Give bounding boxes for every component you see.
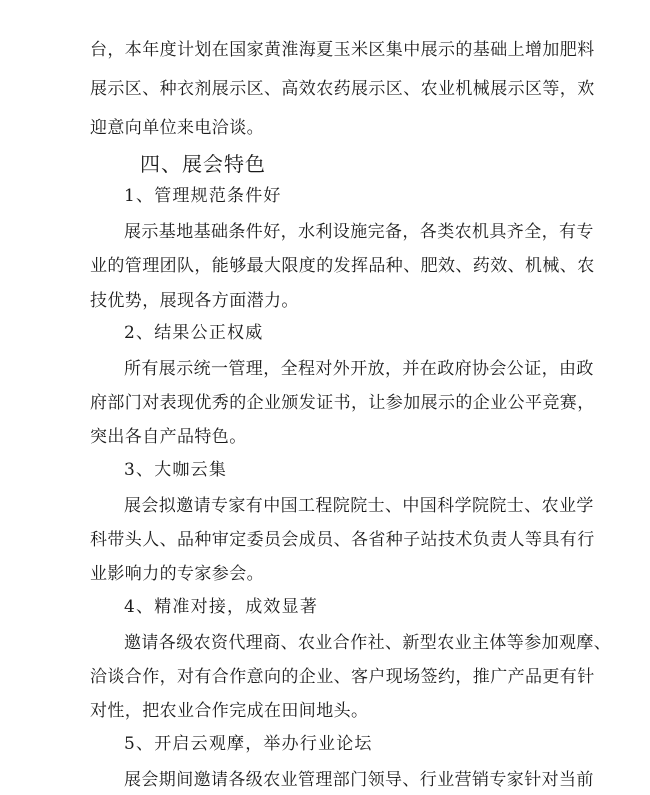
paragraph-line: 突出各自产品特色。 xyxy=(90,427,247,447)
paragraph-line: 展会期间邀请各级农业管理部门领导、行业营销专家针对当前 xyxy=(124,770,594,790)
paragraph-line: 展会拟邀请专家有中国工程院院士、中国科学院院士、农业学 xyxy=(124,496,594,516)
paragraph-line: 洽谈合作，对有合作意向的企业、客户现场签约，推广产品更有针 xyxy=(90,667,595,687)
paragraph-line: 展示区、种衣剂展示区、高效农药展示区、农业机械展示区等，欢 xyxy=(90,79,595,99)
subsection-heading: 2、结果公正权威 xyxy=(124,323,264,343)
paragraph-line: 邀请各级农资代理商、农业合作社、新型农业主体等参加观摩、 xyxy=(124,633,612,653)
paragraph-line: 展示基地基础条件好，水利设施完备，各类农机具齐全，有专 xyxy=(124,222,594,242)
subsection-heading: 4、精准对接，成效显著 xyxy=(124,597,319,617)
paragraph-line: 台，本年度计划在国家黄淮海夏玉米区集中展示的基础上增加肥料 xyxy=(90,40,595,60)
paragraph-line: 技优势，展现各方面潜力。 xyxy=(90,291,299,311)
subsection-heading: 5、开启云观摩，举办行业论坛 xyxy=(124,734,373,754)
subsection-heading: 3、大咖云集 xyxy=(124,460,228,480)
subsection-heading: 1、管理规范条件好 xyxy=(124,186,282,206)
paragraph-line: 迎意向单位来电洽谈。 xyxy=(90,118,264,138)
paragraph-line: 业的管理团队，能够最大限度的发挥品种、肥效、药效、机械、农 xyxy=(90,256,595,276)
paragraph-line: 业影响力的专家参会。 xyxy=(90,564,264,584)
paragraph-line: 府部门对表现优秀的企业颁发证书，让参加展示的企业公平竞赛， xyxy=(90,393,595,413)
section-heading: 四、展会特色 xyxy=(140,152,266,176)
paragraph-line: 科带头人、品种审定委员会成员、各省种子站技术负责人等具有行 xyxy=(90,530,595,550)
paragraph-line: 对性，把农业合作完成在田间地头。 xyxy=(90,701,369,721)
paragraph-line: 所有展示统一管理，全程对外开放，并在政府协会公证，由政 xyxy=(124,359,594,379)
